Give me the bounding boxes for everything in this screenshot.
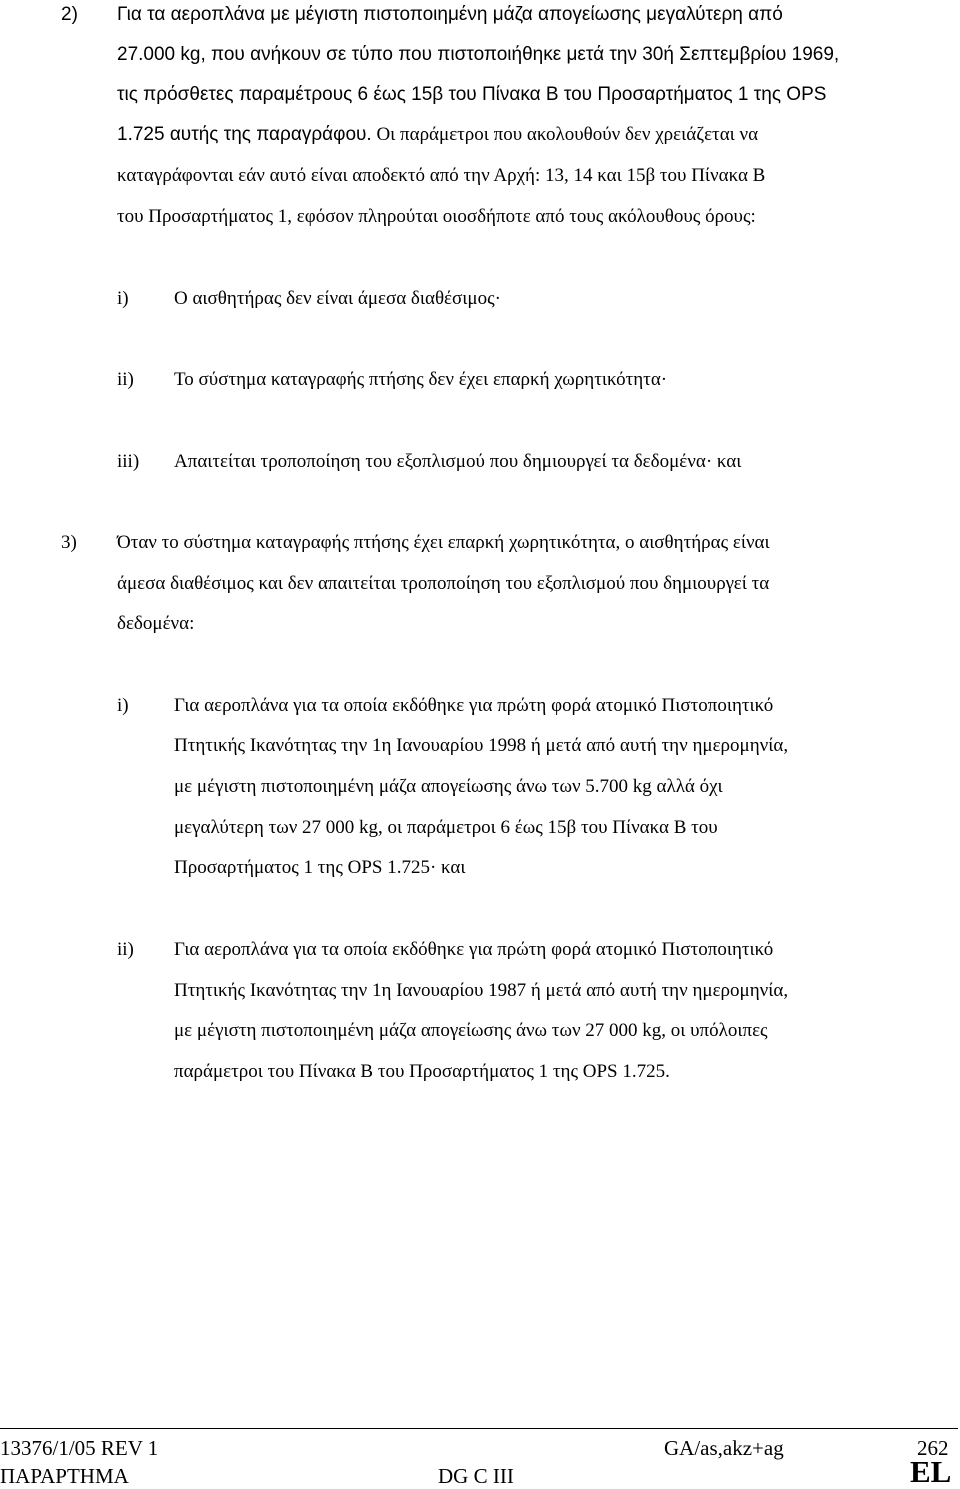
- item-2-line-1: Για τα αεροπλάνα με μέγιστη πιστοποιημένη μάζα απογείωσης μεγαλύτερη από: [117, 4, 783, 25]
- sub-ii-line-4: παράμετροι του Πίνακα Β του Προσαρτήματος 1 της OPS 1.725.: [174, 1061, 670, 1082]
- footer-page-number: 262: [917, 1436, 949, 1460]
- item-2-line-5: καταγράφονται εάν αυτό είναι αποδεκτό από την Αρχή: 13, 14 και 15β του Πίνακα Β: [117, 165, 766, 186]
- footer-language-code: EL: [910, 1454, 952, 1489]
- sub-i-line-3: με μέγιστη πιστοποιημένη μάζα απογείωσης άνω των 5.700 kg αλλά όχι: [174, 776, 723, 797]
- condition-ii-marker: ii): [117, 369, 134, 390]
- sub-ii-marker: ii): [117, 939, 134, 960]
- item-2-line-4-serif: Οι παράμετροι που ακολουθούν δεν χρειάζεται να: [371, 124, 759, 145]
- item-2-line-4-sans: 1.725 αυτής της παραγράφου.: [117, 124, 372, 145]
- sub-i-marker: i): [117, 695, 129, 716]
- sub-i-line-2: Πτητικής Ικανότητας την 1η Ιανουαρίου 1998 ή μετά από αυτή την ημερομηνία,: [174, 735, 789, 756]
- condition-i-marker: i): [117, 288, 129, 309]
- footer-divider: [0, 1428, 958, 1429]
- condition-ii-text: Το σύστημα καταγραφής πτήσης δεν έχει επαρκή χωρητικότητα·: [174, 369, 668, 390]
- item-3-line-1: Όταν το σύστημα καταγραφής πτήσης έχει επαρκή χωρητικότητα, ο αισθητήρας είναι: [117, 532, 770, 553]
- condition-iii-marker: iii): [117, 451, 140, 472]
- footer-initials: GA/as,akz+ag: [664, 1436, 784, 1460]
- sub-i-line-5: Προσαρτήματος 1 της OPS 1.725· και: [174, 857, 466, 878]
- item-2-line-6: του Προσαρτήματος 1, εφόσον πληρούται οιοσδήποτε από τους ακόλουθους όρους:: [117, 206, 756, 227]
- item-3-line-2: άμεσα διαθέσιμος και δεν απαιτείται τροποποίηση του εξοπλισμού που δημιουργεί τα: [117, 573, 770, 594]
- sub-ii-line-1: Για αεροπλάνα για τα οποία εκδόθηκε για πρώτη φορά ατομικό Πιστοποιητικό: [174, 939, 774, 960]
- item-2-line-2: 27.000 kg, που ανήκουν σε τύπο που πιστοποιήθηκε μετά την 30ή Σεπτεμβρίου 1969,: [117, 44, 840, 65]
- condition-iii-text: Απαιτείται τροποποίηση του εξοπλισμού που δημιουργεί τα δεδομένα· και: [174, 451, 742, 472]
- footer-doc-ref: 13376/1/05 REV 1: [0, 1436, 159, 1460]
- condition-i-text: Ο αισθητήρας δεν είναι άμεσα διαθέσιμος·: [174, 288, 501, 309]
- footer-annex: ΠΑΡΑΡΤΗΜΑ: [0, 1464, 129, 1488]
- sub-ii-line-2: Πτητικής Ικανότητας την 1η Ιανουαρίου 1987 ή μετά από αυτή την ημερομηνία,: [174, 980, 789, 1001]
- sub-ii-line-3: με μέγιστη πιστοποιημένη μάζα απογείωσης άνω των 27 000 kg, οι υπόλοιπες: [174, 1020, 768, 1041]
- sub-i-line-1: Για αεροπλάνα για τα οποία εκδόθηκε για πρώτη φορά ατομικό Πιστοποιητικό: [174, 695, 774, 716]
- item-2-number: 2): [61, 4, 78, 25]
- item-3-line-3: δεδομένα:: [117, 613, 195, 634]
- item-3-number: 3): [61, 532, 77, 553]
- sub-i-line-4: μεγαλύτερη των 27 000 kg, οι παράμετροι 6 έως 15β του Πίνακα Β του: [174, 817, 718, 838]
- item-2-line-3: τις πρόσθετες παραμέτρους 6 έως 15β του Πίνακα Β του Προσαρτήματος 1 της OPS: [117, 84, 827, 105]
- item-2-line-4: [117, 123, 758, 147]
- footer-dg: DG C III: [438, 1464, 514, 1488]
